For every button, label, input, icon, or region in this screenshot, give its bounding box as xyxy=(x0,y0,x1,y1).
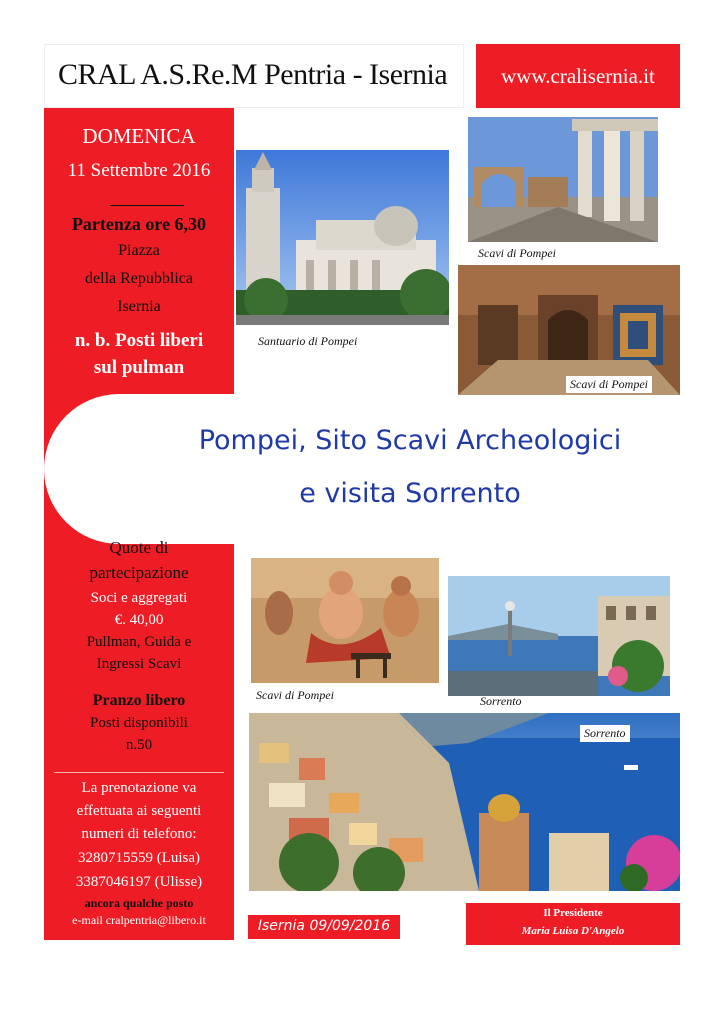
sorrento-harbour-photo xyxy=(448,576,670,696)
notice-line-1: n. b. Posti liberi xyxy=(74,330,204,351)
pricing-heading-1: Quote di xyxy=(109,538,169,557)
pricing-price: €. 40,00 xyxy=(114,612,164,628)
lunch-note: Pranzo libero xyxy=(92,692,186,709)
phone-luisa: 3280715559 (Luisa) xyxy=(77,850,201,866)
booking-line-1: La prenotazione va xyxy=(81,780,197,796)
booking-line-3: numeri di telefono: xyxy=(81,826,197,842)
main-title-line-2: e visita Sorrento xyxy=(299,478,521,509)
divider xyxy=(110,205,184,206)
booking-note: ancora qualche posto xyxy=(84,896,194,910)
header-title: CRAL A.S.Re.M Pentria - Isernia xyxy=(58,58,448,91)
event-day: DOMENICA xyxy=(82,124,196,148)
scavi-columns-photo xyxy=(468,117,658,242)
main-title-line-1: Pompei, Sito Scavi Archeologici xyxy=(198,425,622,456)
caption-sorrento-2: Sorrento xyxy=(580,725,630,742)
seats-line-2: n.50 xyxy=(125,737,153,753)
fresco-photo xyxy=(251,558,439,683)
pricing-members: Soci e aggregati xyxy=(90,590,188,606)
booking-divider xyxy=(54,772,224,773)
website-link[interactable]: www.cralisernia.it xyxy=(501,64,655,88)
santuario-photo xyxy=(236,150,449,325)
departure-time: Partenza ore 6,30 xyxy=(71,214,207,234)
president-name: Maria Luisa D'Angelo xyxy=(521,925,625,937)
title-banner xyxy=(44,394,604,544)
departure-place-1: Piazza xyxy=(118,242,160,259)
booking-line-2: effettuata ai seguenti xyxy=(76,803,202,819)
booking-email: e-mail cralpentria@libero.it xyxy=(72,913,206,927)
place-date: Isernia 09/09/2016 xyxy=(257,918,391,934)
pricing-includes-2: Ingressi Scavi xyxy=(96,656,182,672)
pricing-heading-2: partecipazione xyxy=(89,563,189,582)
president-label: Il Presidente xyxy=(543,907,603,919)
caption-santuario: Santuario di Pompei xyxy=(258,334,358,348)
pricing-includes-1: Pullman, Guida e xyxy=(86,634,192,650)
caption-scavi-1: Scavi di Pompei xyxy=(478,246,556,260)
phone-ulisse: 3387046197 (Ulisse) xyxy=(75,874,203,890)
event-date: 11 Settembre 2016 xyxy=(67,160,211,181)
caption-scavi-2: Scavi di Pompei xyxy=(566,376,652,393)
caption-scavi-3: Scavi di Pompei xyxy=(252,687,338,704)
departure-place-3: Isernia xyxy=(117,298,161,315)
notice-line-2: sul pulman xyxy=(93,357,185,378)
seats-line-1: Posti disponibili xyxy=(90,715,188,731)
caption-sorrento-1: Sorrento xyxy=(480,694,522,708)
departure-place-2: della Repubblica xyxy=(85,270,193,287)
